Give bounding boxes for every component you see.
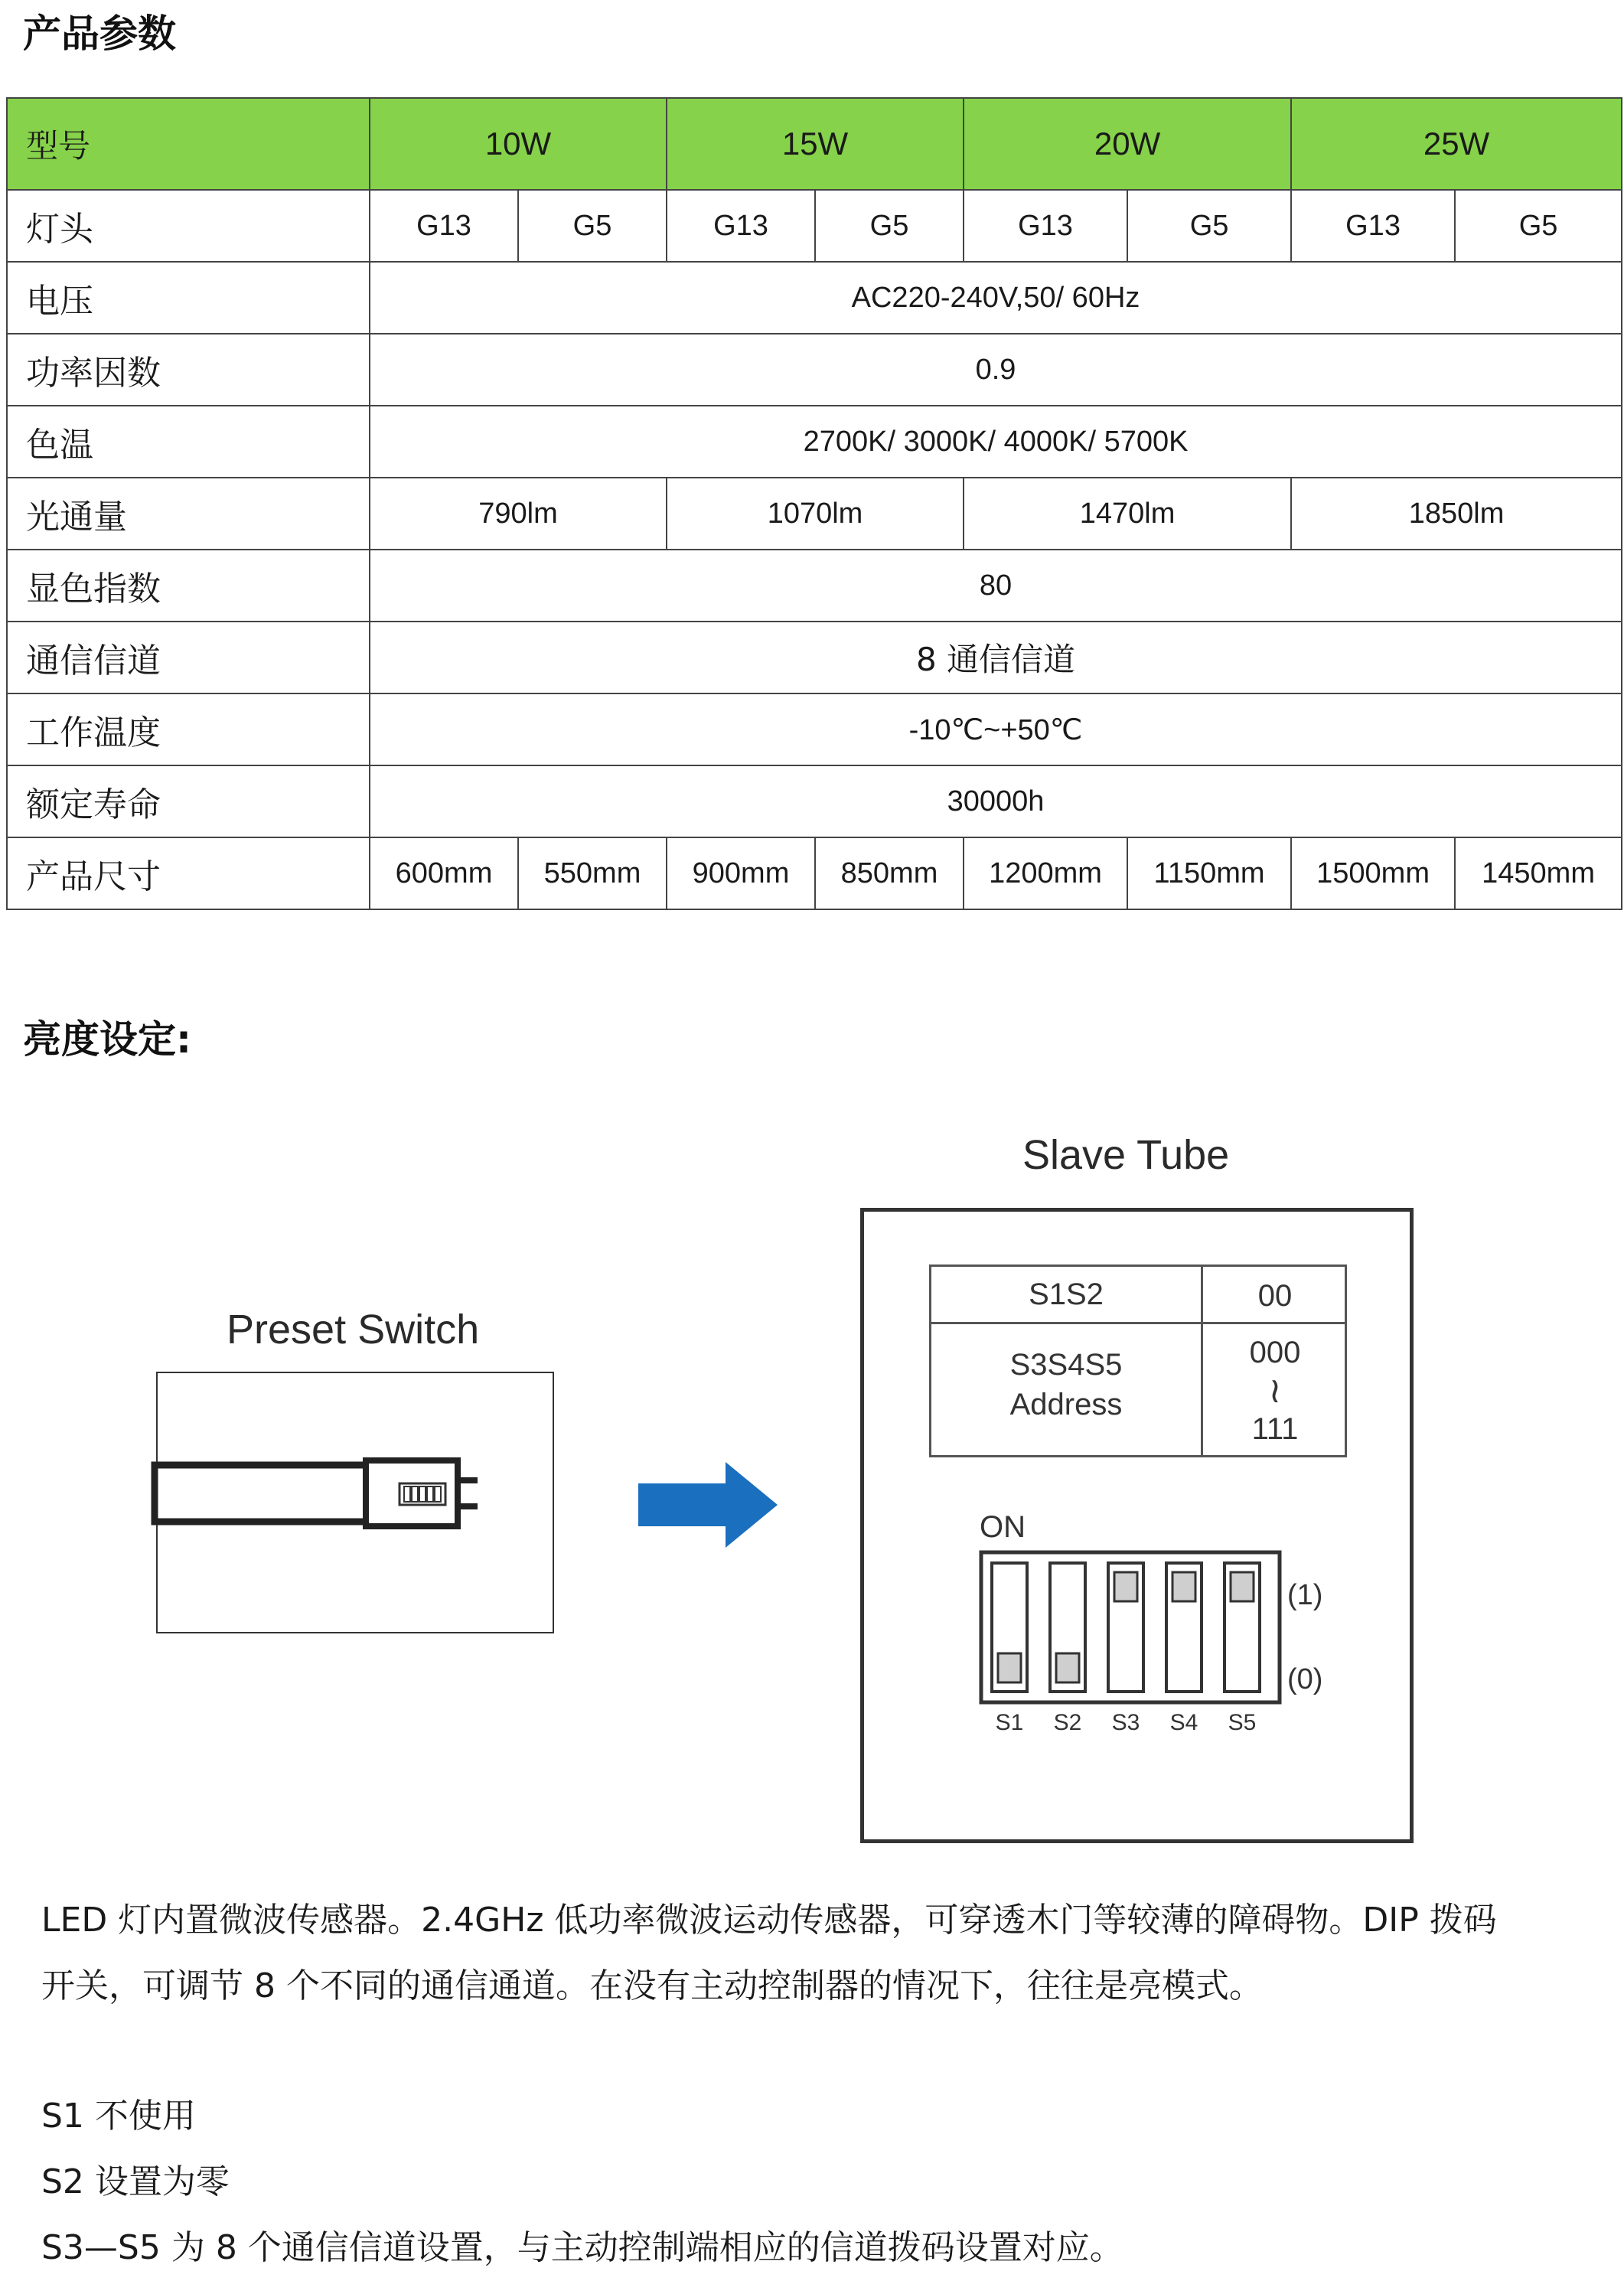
setting-s3-s5: S3—S5 为 8 个通信信道设置，与主动控制端相应的信道拨码设置对应。 [41,2228,1123,2267]
flux-cell: 1070lm [667,478,964,550]
description-line-2: 开关，可调节 8 个不同的通信通道。在没有主动控制器的情况下，往往是亮模式。 [41,1966,1263,2005]
power-factor-value: 0.9 [370,334,1622,406]
size-cell: 850mm [815,837,964,909]
voltage-value: AC220-240V,50/ 60Hz [370,262,1622,334]
size-cell: 1150mm [1127,837,1291,909]
dip-switch-labels [996,1710,1257,1735]
table-row-model [7,98,1622,190]
dip-knob-s5 [1231,1572,1254,1601]
size-cell: 1450mm [1455,837,1622,909]
row-label-model: 型号 [7,98,370,190]
dip-knob-s2 [1056,1653,1079,1682]
slave-tube-title: Slave Tube [1022,1132,1230,1178]
section-title-params: 产品参数 [23,11,176,56]
dip-knob-s3 [1114,1572,1137,1601]
s3s4s5-label: S3S4S5 [1009,1348,1123,1382]
dip-switch-diagram [972,1500,1347,1745]
base-cell: G13 [667,190,815,262]
base-cell: G13 [370,190,518,262]
row-label-cri: 显色指数 [7,550,370,622]
row-label-power-factor: 功率因数 [7,334,370,406]
cri-value: 80 [370,550,1622,622]
s1s2-value: 00 [1257,1279,1293,1313]
row-label-channels: 通信信道 [7,622,370,693]
base-cell: G5 [518,190,667,262]
row-label-operating-temp: 工作温度 [7,693,370,765]
color-temp-value: 2700K/ 3000K/ 4000K/ 5700K [370,406,1622,478]
description-line-1: LED 灯内置微波传感器。2.4GHz 低功率微波运动传感器，可穿透木门等较薄的障碍物。DIP 拨码 [41,1901,1497,1940]
base-cell: G13 [1291,190,1455,262]
table-row-channels [7,622,1622,693]
dip-on-label: ON [980,1510,1026,1544]
address-range-start: 000 [1249,1336,1301,1369]
table-row-lifetime [7,765,1622,837]
dip-label-s1: S1 [995,1710,1024,1735]
row-label-base: 灯头 [7,190,370,262]
arrow-right-icon [635,1459,781,1551]
operating-temp-value: -10℃~+50℃ [370,693,1622,765]
tube-pin-upper [458,1477,478,1483]
size-cell: 900mm [667,837,815,909]
base-cell: G5 [1127,190,1291,262]
flux-cell: 1470lm [964,478,1291,550]
row-label-luminous-flux: 光通量 [7,478,370,550]
setting-s1: S1 不使用 [41,2097,196,2136]
base-cell: G5 [815,190,964,262]
section-title-brightness: 亮度设定: [23,1017,191,1062]
row-label-size: 产品尺寸 [7,837,370,909]
tube-body [155,1465,370,1522]
model-cell: 20W [964,98,1291,190]
table-row-voltage [7,262,1622,334]
size-cell: 550mm [518,837,667,909]
table-row-base [7,190,1622,262]
table-row-luminous-flux [7,478,1622,550]
lifetime-value: 30000h [370,765,1622,837]
table-row-size [7,837,1622,909]
size-cell: 1500mm [1291,837,1455,909]
dip-knob-s4 [1172,1572,1195,1601]
tube-pin-lower [458,1503,478,1509]
dip-level-low: (0) [1287,1663,1323,1695]
preset-switch-title: Preset Switch [227,1307,480,1353]
dip-knob-s1 [998,1653,1021,1682]
row-label-voltage: 电压 [7,262,370,334]
row-label-color-temp: 色温 [7,406,370,478]
dip-label-s3: S3 [1111,1710,1140,1735]
size-cell: 1200mm [964,837,1127,909]
row-label-lifetime: 额定寿命 [7,765,370,837]
channels-value: 8 通信信道 [370,622,1622,693]
model-cell: 25W [1291,98,1622,190]
flux-cell: 1850lm [1291,478,1622,550]
base-cell: G13 [964,190,1127,262]
dip-level-high: (1) [1287,1579,1323,1611]
model-cell: 10W [370,98,667,190]
table-row-cri [7,550,1622,622]
table-row-operating-temp [7,693,1622,765]
base-cell: G5 [1455,190,1622,262]
spec-table [6,97,1622,910]
table-row-power-factor [7,334,1622,406]
dip-label-s2: S2 [1053,1710,1082,1735]
address-range-end: 111 [1251,1412,1299,1446]
s1s2-label: S1S2 [1029,1278,1104,1311]
led-tube-illustration [150,1454,525,1539]
setting-s2: S2 设置为零 [41,2162,230,2201]
address-label: Address [1009,1388,1123,1421]
dip-label-s5: S5 [1228,1710,1257,1735]
dip-label-s4: S4 [1169,1710,1198,1735]
size-cell: 600mm [370,837,518,909]
table-row-color-temp [7,406,1622,478]
model-cell: 15W [667,98,964,190]
address-range-separator: ≀ [1268,1370,1282,1410]
address-info-table [929,1265,1347,1457]
flux-cell: 790lm [370,478,667,550]
